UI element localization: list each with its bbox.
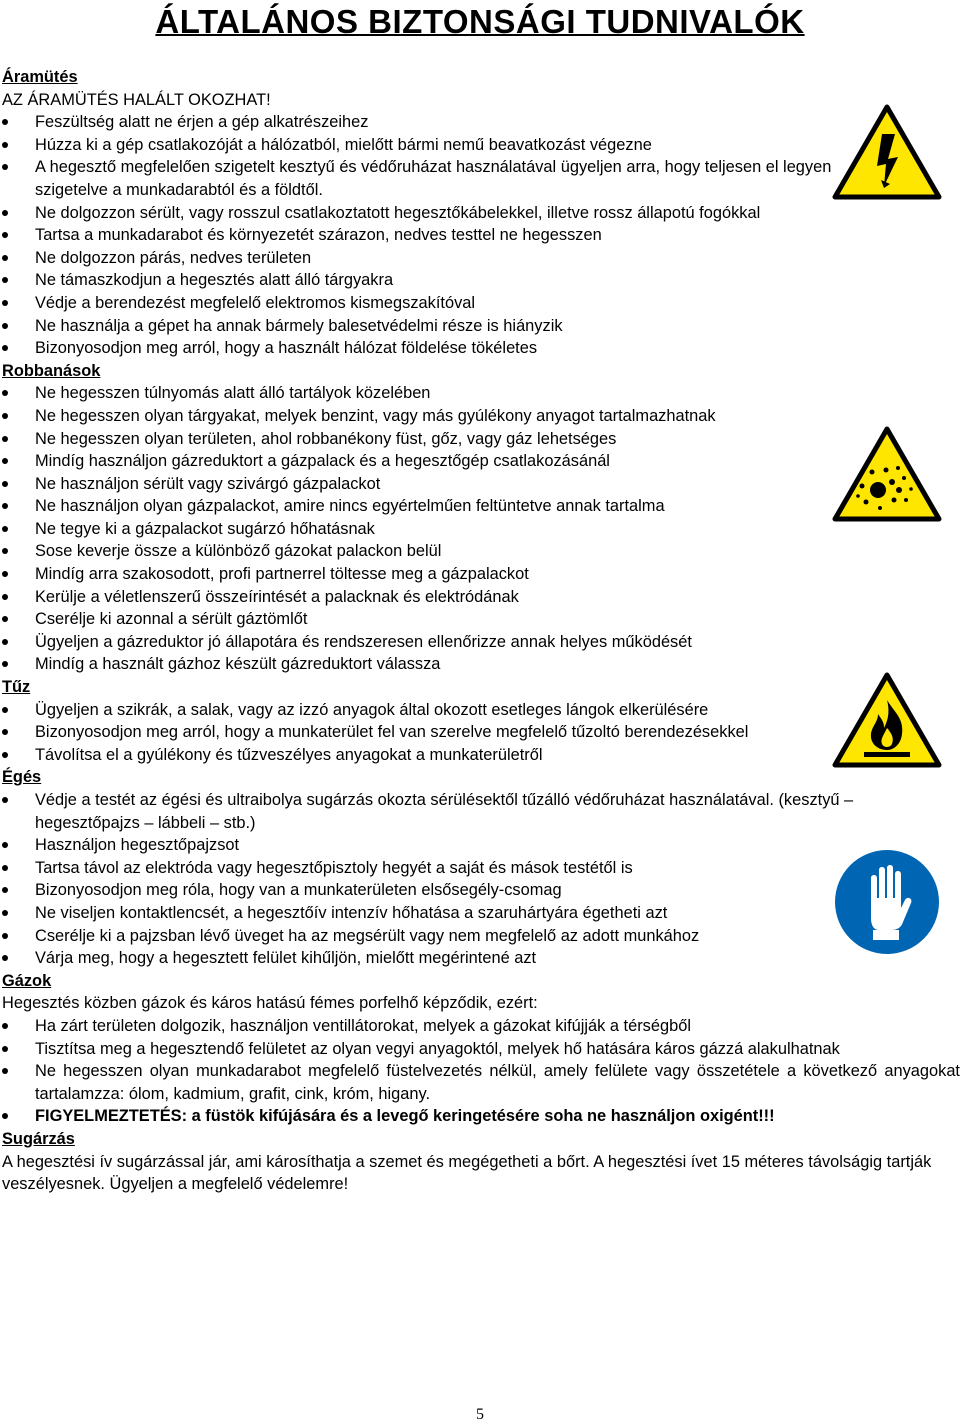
section-heading-sugarzas: Sugárzás xyxy=(2,1129,75,1148)
list-item: Bizonyosodjon meg róla, hogy van a munkaterületen elsősegély-csomag xyxy=(2,879,960,902)
section-intro-aramutes: AZ ÁRAMÜTÉS HALÁLT OKOZHAT! xyxy=(2,90,271,109)
section-text-sugarzas: A hegesztési ív sugárzással jár, ami károsíthatja a szemet és megégetheti a bőrt. A hegesztési ívet 15 méteres távolságig tartják veszélyesnek. Ügyeljen a megfelelő védelemre! xyxy=(2,1152,932,1194)
list-item: Ne használjon olyan gázpalackot, amire nincs egyértelműen feltüntetve annak tartalma xyxy=(2,495,960,518)
list-item: Sose keverje össze a különböző gázokat palackon belül xyxy=(2,540,960,563)
list-item: Húzza ki a gép csatlakozóját a hálózatból, mielőtt bármi nemű beavatkozást végezne xyxy=(2,134,835,157)
list-item: Ügyeljen a gázreduktor jó állapotára és rendszeresen ellenőrizze annak helyes működését xyxy=(2,631,960,654)
list-item: Bizonyosodjon meg arról, hogy a használt hálózat földelése tökéletes xyxy=(2,337,960,360)
list-item: Ne használja a gépet ha annak bármely balesetvédelmi része is hiányzik xyxy=(2,315,960,338)
list-robbanasok xyxy=(2,382,960,676)
list-aramutes-cont xyxy=(2,202,960,360)
list-item: Ne hegesszen olyan munkadarabot megfelelő füstelvezetés nélkül, amely felülete vagy összetétele a következő anyagokat tartalamzza: ólom, kadmium, grafit, cink, króm, higany. xyxy=(2,1060,960,1105)
list-item: Cserélje ki azonnal a sérült gáztömlőt xyxy=(2,608,960,631)
warning-text: FIGYELMEZTETÉS: a füstök kifújására és a levegő keringetésére soha ne használjon oxigént!!! xyxy=(35,1107,775,1126)
list-item: Várja meg, hogy a hegesztett felület kihűljön, mielőtt megérintené azt xyxy=(2,947,960,970)
section-heading-aramutes: Áramütés xyxy=(2,68,78,86)
list-item: Tartsa távol az elektróda vagy hegesztőpisztoly hegyét a saját és mások testétől is xyxy=(2,857,960,880)
list-item: Mindíg használjon gázreduktort a gázpalack és a hegesztőgép csatlakozásánál xyxy=(2,450,960,473)
list-eges xyxy=(2,789,960,970)
list-item: Ne használjon sérült vagy szivárgó gázpalackot xyxy=(2,473,960,496)
list-item: Bizonyosodjon meg arról, hogy a munkaterület fel van szerelve megfelelő tűzoltó berendezésekkel xyxy=(2,721,830,744)
list-item: Ne hegesszen túlnyomás alatt álló tartályok közelében xyxy=(2,382,960,405)
list-item: Védje a testét az égési és ultraibolya sugárzás okozta sérülésektől tűzálló védőruházat használatával. (kesztyű – hegesztőpajzs – lábbeli – stb.) xyxy=(2,789,960,834)
list-item xyxy=(2,1105,960,1128)
page-number: 5 xyxy=(476,1406,484,1423)
electric-hazard-sign-icon xyxy=(832,104,942,200)
list-item: Ügyeljen a szikrák, a salak, vagy az izzó anyagok által okozott esetleges lángok elkerülésére xyxy=(2,699,830,722)
fire-hazard-sign-icon xyxy=(832,672,942,768)
list-item: Kerülje a véletlenszerű összeírintését a palacknak és elektródának xyxy=(2,586,960,609)
list-item: Ne dolgozzon sérült, vagy rosszul csatlakoztatott hegesztőkábelekkel, illetve rossz állapotú fogókkal xyxy=(2,202,960,225)
list-gazok xyxy=(2,1015,960,1128)
list-item: Távolítsa el a gyúlékony és tűzveszélyes anyagokat a munkaterületről xyxy=(2,744,830,767)
section-heading-eges: Égés xyxy=(2,768,42,787)
list-aramutes xyxy=(2,111,960,201)
explosion-hazard-sign-icon xyxy=(832,426,942,522)
list-item: Ne támaszkodjun a hegesztés alatt álló tárgyakra xyxy=(2,269,960,292)
section-heading-robbanasok: Robbanások xyxy=(2,361,101,380)
section-heading-gazok: Gázok xyxy=(2,971,52,990)
section-heading-tuz: Tűz xyxy=(2,678,31,697)
list-item: Használjon hegesztőpajzsot xyxy=(2,834,960,857)
list-tuz xyxy=(2,699,960,767)
section-intro-gazok: Hegesztés közben gázok és káros hatású fémes porfelhő képződik, ezért: xyxy=(2,994,538,1013)
list-item: Mindíg arra szakosodott, profi partnerrel töltesse meg a gázpalackot xyxy=(2,563,960,586)
list-item: A hegesztő megfelelően szigetelt kesztyű és védőruházat használatával ügyeljen arra, hogy teljesen el legyen szigetelve a munkadarabtól és a földtől. xyxy=(2,156,835,201)
list-item: Tartsa a munkadarabot és környezetét szárazon, nedves testtel ne hegesszen xyxy=(2,224,960,247)
list-item: Ha zárt területen dolgozik, használjon ventillátorokat, melyek a gázokat kifújják a térségből xyxy=(2,1015,960,1038)
list-item: Ne tegye ki a gázpalackot sugárzó hőhatásnak xyxy=(2,518,960,541)
list-item: Ne hegesszen olyan tárgyakat, melyek benzint, vagy más gyúlékony anyagot tartalmazhatnak xyxy=(2,405,960,428)
list-item: Ne dolgozzon párás, nedves területen xyxy=(2,247,960,270)
list-item: Védje a berendezést megfelelő elektromos kismegszakítóval xyxy=(2,292,960,315)
list-item: Tisztítsa meg a hegesztendő felületet az olyan vegyi anyagoktól, melyek hő hatására káros gázzá alakulhatnak xyxy=(2,1038,960,1061)
list-item: Cserélje ki a pajzsban lévő üveget ha az megsérült vagy nem megfelelő az adott munkához xyxy=(2,925,960,948)
list-item: Ne viseljen kontaktlencsét, a hegesztőív intenzív hőhatása a szaruhártyára égetheti azt xyxy=(2,902,960,925)
list-item: Ne hegesszen olyan területen, ahol robbanékony füst, gőz, vagy gáz lehetséges xyxy=(2,428,960,451)
document-body xyxy=(2,66,960,1196)
list-item: Feszültség alatt ne érjen a gép alkatrészeihez xyxy=(2,111,835,134)
list-item: Mindíg a használt gázhoz készült gázreduktort válassza xyxy=(2,653,960,676)
page-title: ÁLTALÁNOS BIZTONSÁGI TUDNIVALÓK xyxy=(155,3,805,40)
protective-gloves-sign-icon xyxy=(833,848,941,956)
